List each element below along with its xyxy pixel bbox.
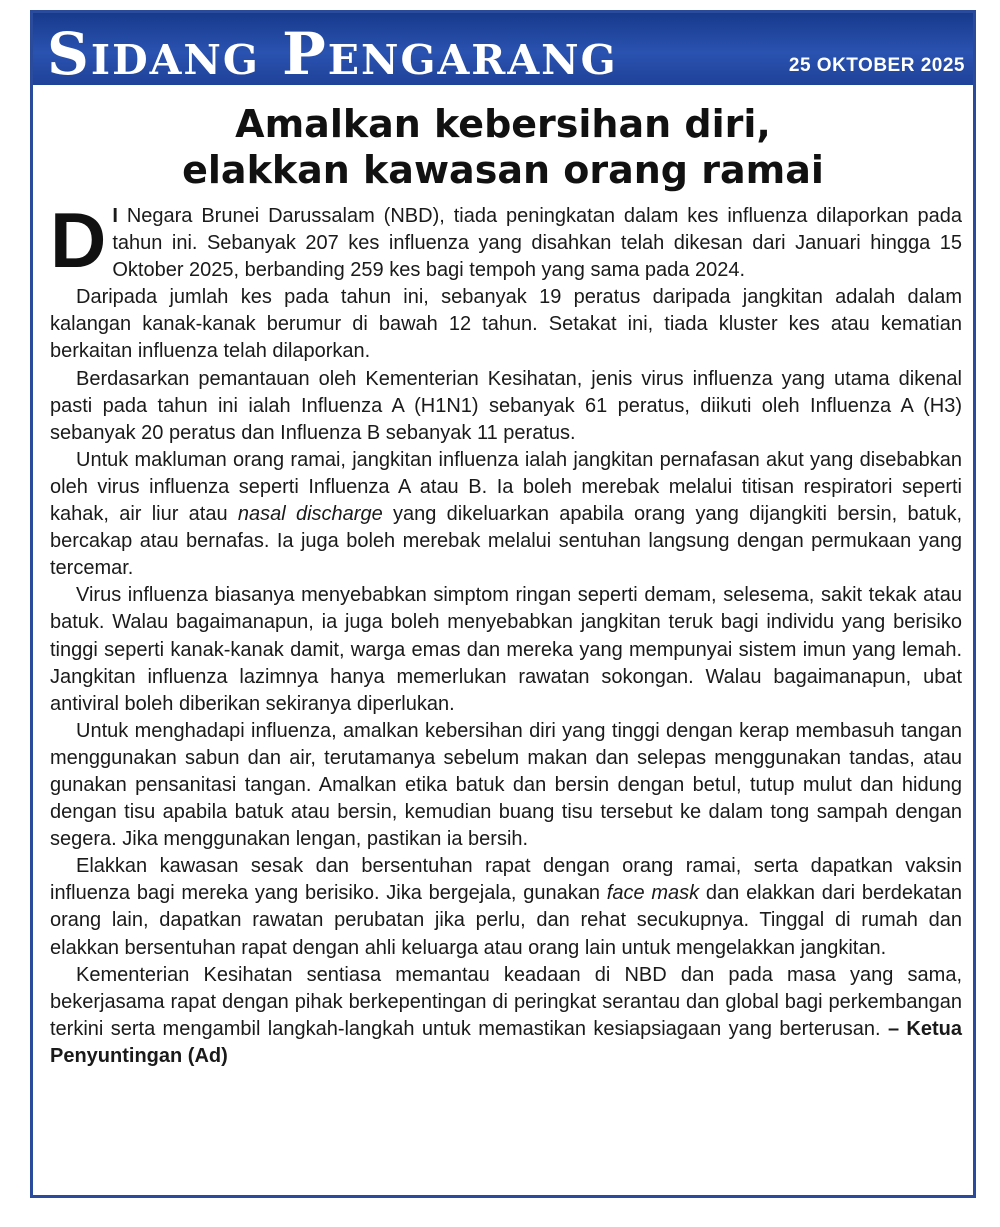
paragraph-1-text: Negara Brunei Darussalam (NBD), tiada peningkatan dalam kes influenza dilaporkan pada tahun ini. Sebanyak 207 kes influenza yang disahkan telah dikesan dari Januari hingga 15 Oktober 2025, berbanding 259 kes bagi tempoh yang sama pada 2024. (112, 205, 962, 282)
paragraph-7 (50, 853, 962, 961)
section-title: Sidang Pengarang (47, 20, 618, 85)
paragraph-4 (50, 447, 962, 582)
drop-cap: D (50, 196, 107, 284)
paragraph-7-italic: face mask (606, 882, 700, 905)
paragraph-8-text: Kementerian Kesihatan sentiasa memantau keadaan di NBD dan pada masa yang sama, bekerjasama rapat dengan pihak berkepentingan di peringkat serantau dan global bagi perkembangan terkini serta mengambil langkah-langkah untuk memastikan kesiapsiagaan yang berterusan. (50, 963, 962, 1040)
author-signoff: – Ketua Penyuntingan (Ad) (50, 1017, 963, 1067)
headline-line-1: Amalkan kebersihan diri, (235, 102, 771, 146)
paragraph-4-text-a: Untuk makluman orang ramai, jangkitan influenza ialah jangkitan pernafasan akut yang disebabkan oleh virus influenza seperti Influenza A atau B. Ia boleh merebak melalui titisan respiratori seperti kahak, air liur atau (50, 448, 962, 526)
paragraph-2: Daripada jumlah kes pada tahun ini, sebanyak 19 peratus daripada jangkitan adalah dalam kalangan kanak-kanak berumur di bawah 12 tahun. Setakat ini, tiada kluster kes atau kematian berkaitan influenza telah dilaporkan. (50, 286, 962, 363)
publication-date: 25 OKTOBER 2025 (788, 55, 965, 76)
paragraph-4-italic: nasal discharge (237, 503, 383, 526)
paragraph-1 (50, 196, 962, 284)
paragraph-3: Berdasarkan pemantauan oleh Kementerian Kesihatan, jenis virus influenza yang utama dikenal pasti pada tahun ini ialah Influenza A (H1N1) sebanyak 61 peratus, diikuti oleh Influenza A (H3) sebanyak 20 peratus dan Influenza B sebanyak 11 peratus. (50, 367, 962, 444)
editorial-frame (30, 10, 976, 1198)
headline-line-2: elakkan kawasan orang ramai (182, 148, 824, 192)
paragraph-8 (50, 962, 962, 1070)
section-banner (33, 13, 973, 85)
paragraph-5: Virus influenza biasanya menyebabkan simptom ringan seperti demam, selesema, sakit tekak atau batuk. Walau bagaimanapun, ia juga boleh menyebabkan jangkitan teruk bagi individu yang berisiko tinggi seperti kanak-kanak damit, warga emas dan mereka yang mempunyai sistem imun yang lemah. Jangkitan influenza lazimnya hanya memerlukan rawatan sokongan. Walau bagaimanapun, ubat antiviral boleh diberikan sekiranya diperlukan. (50, 584, 962, 715)
paragraph-7-text-b: dan elakkan dari berdekatan orang lain, dapatkan rawatan perubatan jika perlu, dan rehat secukupnya. Tinggal di rumah dan elakkan bersentuhan rapat dengan ahli keluarga atau orang lain untuk mengelakkan jangkitan. (50, 882, 962, 959)
paragraph-4-text-b: yang dikeluarkan apabila orang yang dijangkiti bersin, batuk, bercakap atau bernafas. Ia juga boleh merebak melalui sentuhan langsung dengan permukaan yang tercemar. (50, 503, 963, 580)
lead-in: I (112, 205, 118, 227)
paragraph-7-text-a: Elakkan kawasan sesak dan bersentuhan rapat dengan orang ramai, serta dapatkan vaksin influenza bagi mereka yang berisiko. Jika bergejala, gunakan (50, 855, 962, 905)
article-body (50, 196, 963, 1070)
paragraph-6: Untuk menghadapi influenza, amalkan kebersihan diri yang tinggi dengan kerap membasuh tangan menggunakan sabun dan air, terutamanya sebelum makan dan selepas menggunakan tandas, atau gunakan pensanitasi tangan. Amalkan etika batuk dan bersin dengan betul, tutup mulut dan hidung dengan tisu apabila batuk atau bersin, kemudian buang tisu tersebut ke dalam tong sampah dengan segera. Jika menggunakan lengan, pastikan ia bersih. (50, 719, 962, 851)
headline (33, 101, 973, 193)
